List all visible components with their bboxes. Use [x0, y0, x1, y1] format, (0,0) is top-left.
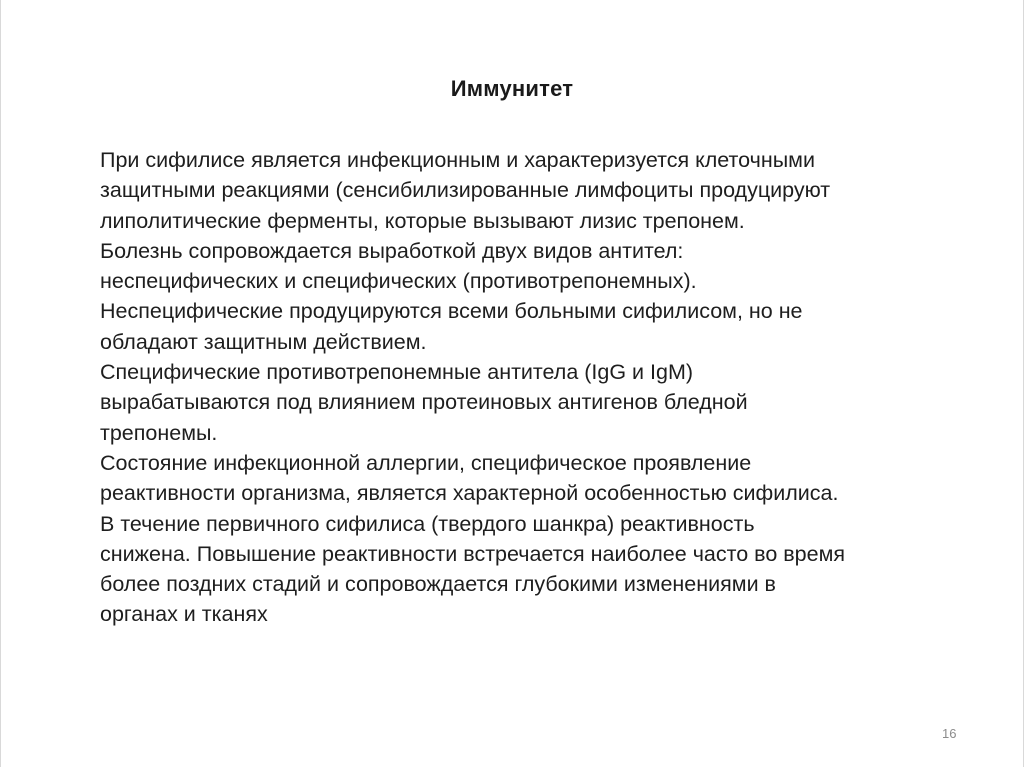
slide-body-text: [100, 145, 930, 630]
body-line: неспецифических и специфических (противотрепонемных).: [100, 269, 697, 294]
body-line: обладают защитным действием.: [100, 329, 427, 354]
body-line: липолитические ферменты, которые вызывают лизис трепонем.: [100, 208, 745, 233]
body-line: органах и тканях: [100, 602, 268, 627]
body-line: При сифилисе является инфекционным и характеризуется клеточными: [100, 148, 815, 172]
body-line: вырабатываются под влиянием протеиновых антигенов бледной: [100, 390, 748, 415]
body-line: Неспецифические продуцируются всеми больными сифилисом, но не: [100, 299, 803, 324]
body-line: Специфические противотрепонемные антитела (IgG и IgM): [100, 360, 694, 385]
body-line: более поздних стадий и сопровождается глубокими изменениями в: [100, 572, 776, 597]
slide-title: Иммунитет: [450, 76, 574, 101]
body-line: Состояние инфекционной аллергии, специфическое проявление: [100, 450, 752, 475]
page-number: 16: [942, 726, 957, 741]
body-line: В течение первичного сифилиса (твердого шанкра) реактивность: [100, 511, 755, 536]
body-line: снижена. Повышение реактивности встречается наиболее часто во время: [100, 541, 846, 566]
body-line: защитными реакциями (сенсибилизированные лимфоциты продуцируют: [100, 178, 831, 203]
body-line: Болезнь сопровождается выработкой двух видов антител:: [100, 238, 684, 263]
slide-border-left: [0, 0, 1, 767]
body-line: трепонемы.: [100, 420, 218, 445]
body-line: реактивности организма, является характерной особенностью сифилиса.: [100, 481, 839, 506]
